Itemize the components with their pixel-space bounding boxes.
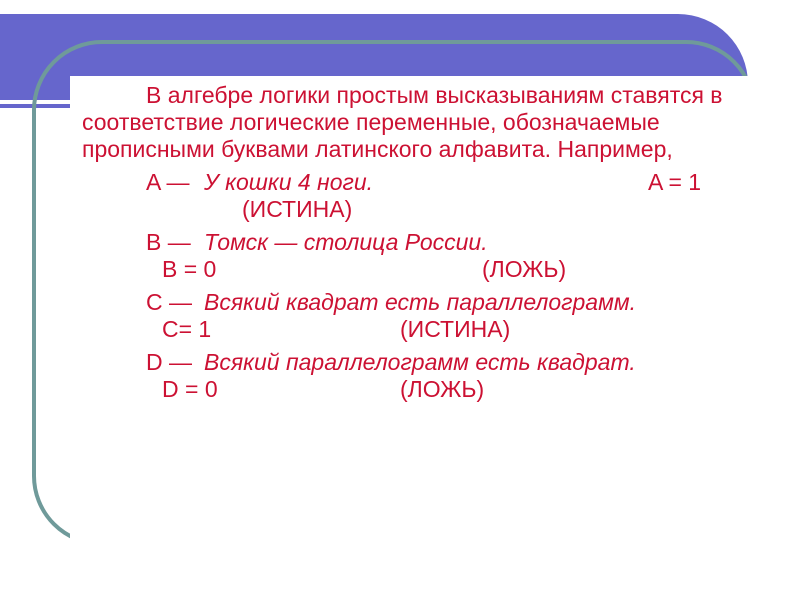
example-d-statement: Всякий параллелограмм есть квадрат. xyxy=(204,349,636,375)
example-d-truth: (ЛОЖЬ) xyxy=(400,376,485,402)
example-a-prefix: A — xyxy=(146,169,190,195)
example-d-line2 xyxy=(82,376,742,403)
intro-paragraph: В алгебре логики простым высказываниям ставятся в соответствие логические переменные, обозначаемые прописными буквами латинского алфавита. Например, xyxy=(82,82,723,162)
example-d-assignment: D = 0 xyxy=(162,376,218,402)
example-d-prefix: D — xyxy=(146,349,192,375)
example-c-prefix: C — xyxy=(146,289,192,315)
frame-corner-gap xyxy=(742,516,756,530)
example-c-line2 xyxy=(82,316,742,343)
example-c-truth: (ИСТИНА) xyxy=(400,316,511,342)
example-c-statement: Всякий квадрат есть параллелограмм. xyxy=(204,289,636,315)
example-c-line1 xyxy=(82,289,742,316)
example-a-line1 xyxy=(82,169,742,196)
example-a-line2 xyxy=(82,196,742,223)
example-b-assignment: B = 0 xyxy=(162,256,217,282)
left-stripe xyxy=(0,14,18,108)
example-b-line2 xyxy=(82,256,742,283)
example-b-statement: Томск — столица России. xyxy=(204,229,488,255)
example-c-assignment: C= 1 xyxy=(162,316,212,342)
example-d-line1 xyxy=(82,349,742,376)
example-a-assignment: A = 1 xyxy=(648,169,702,195)
slide-text xyxy=(82,82,742,403)
example-a-statement: У кошки 4 ноги. xyxy=(204,169,374,195)
example-b-truth: (ЛОЖЬ) xyxy=(482,256,567,282)
example-b-prefix: B — xyxy=(146,229,191,255)
example-a-truth: (ИСТИНА) xyxy=(242,196,353,222)
example-b-line1 xyxy=(82,229,742,256)
